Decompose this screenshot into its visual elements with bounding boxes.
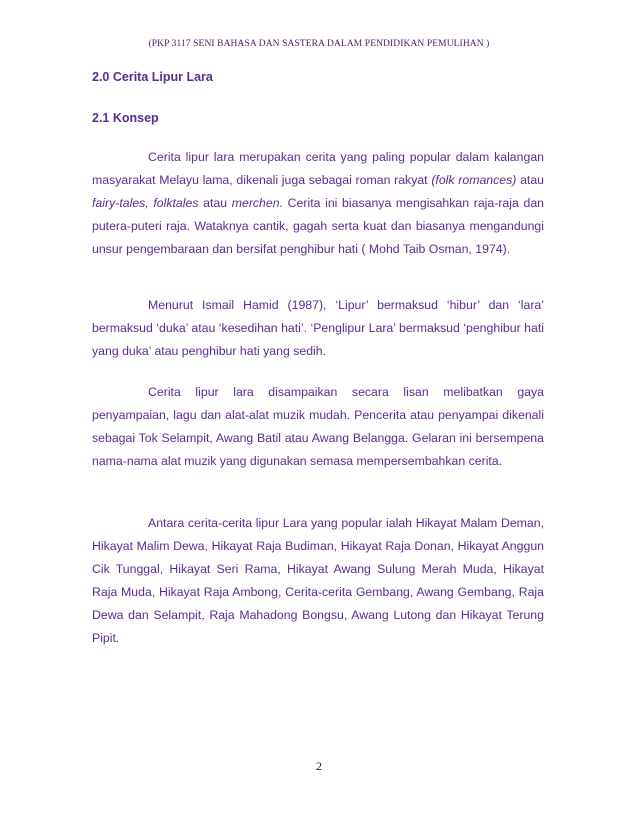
paragraph-delivery (92, 381, 544, 473)
text-run: Cerita lipur lara merupakan cerita yang paling popular dalam kalangan masyarakat Melayu lama, dikenali juga sebagai roman rakyat (92, 150, 544, 187)
italic-term: merchen. (231, 196, 283, 210)
text-run: atau (198, 196, 232, 210)
page-number: 2 (316, 759, 322, 773)
text-run: atau (516, 173, 545, 187)
paragraph-examples (92, 512, 544, 650)
text-run: Menurut Ismail Hamid (1987), ‘Lipur’ bermaksud ‘hibur’ dan ‘lara’ bermaksud ‘duka’ atau ‘kesedihan hati’. ‘Penglipur Lara’ bermaksud ‘penghibur hati yang duka’ atau penghibur hati yang sedih. (92, 298, 544, 358)
running-header: (PKP 3117 SENI BAHASA DAN SASTERA DALAM PENDIDIKAN PEMULIHAN ) (148, 39, 490, 49)
paragraph-definition (92, 294, 544, 363)
paragraph-concept (92, 146, 544, 261)
text-run: Antara cerita-cerita lipur Lara yang popular ialah Hikayat Malam Deman, Hikayat Malim Dewa, Hikayat Raja Budiman, Hikayat Raja Donan, Hikayat Anggun Cik Tunggal, Hikayat Seri Rama, Hikayat Awang Sulung Merah Muda, Hikayat Raja Muda, Hikayat Raja Ambong, Cerita-cerita Gembang, Awang Gembang, Raja Dewa dan Selampit, Raja Mahadong Bongsu, Awang Lutong dan Hikayat Terung Pipit. (92, 516, 544, 645)
section-heading: 2.0 Cerita Lipur Lara (92, 70, 213, 84)
italic-term: fairy-tales, folktales (92, 196, 199, 210)
italic-term: (folk romances) (431, 173, 517, 187)
text-run: Cerita ini biasanya mengisahkan raja-raja dan putera-puteri raja. Wataknya cantik, gagah serta kuat dan biasanya mengandungi unsur pengembaraan dan bersifat penghibur hati ( Mohd Taib Osman, 1974). (92, 196, 544, 256)
subsection-heading: 2.1 Konsep (92, 111, 159, 125)
text-run: Cerita lipur lara disampaikan secara lisan melibatkan gaya penyampaian, lagu dan alat-alat muzik mudah. Pencerita atau penyampai dikenali sebagai Tok Selampit, Awang Batil atau Awang Belangga. Gelaran ini bersempena nama-nama alat muzik yang digunakan semasa mempersembahkan cerita. (92, 385, 544, 468)
